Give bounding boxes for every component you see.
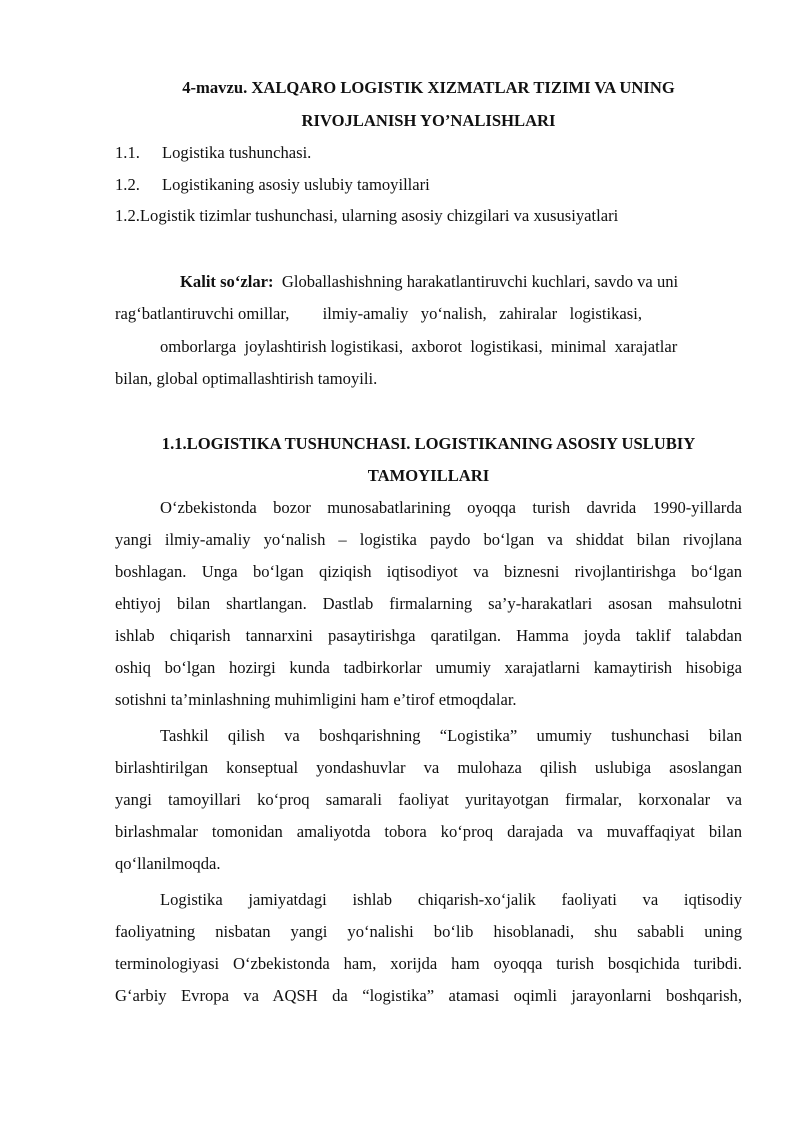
- toc-item-text: Logistika tushunchasi.: [162, 143, 312, 162]
- toc-item-text: 1.2.Logistik tizimlar tushunchasi, ularning asosiy chizgilari va xususiyatlari: [115, 206, 619, 225]
- title-line-2: RIVOJLANISH YO’NALISHLARI: [301, 111, 556, 130]
- keywords-line-1: [180, 271, 742, 293]
- paragraph-1-line: O‘zbekistonda bozor munosabatlarining oyoqqa turish davrida 1990-yillarda: [160, 498, 742, 517]
- title-line-1: 4-mavzu. XALQARO LOGISTIK XIZMATLAR TIZIMI VA UNING: [182, 78, 675, 97]
- paragraph-1-line: oshiq bo‘lgan hozirgi kunda tadbirkorlar umumiy xarajatlarni kamaytirish hisobiga: [115, 658, 742, 677]
- paragraph-3-line: Logistika jamiyatdagi ishlab chiqarish-xo‘jalik faoliyati va iqtisodiy: [160, 890, 742, 909]
- paragraph-2-line: birlashtirilgan konseptual yondashuvlar va mulohaza qilish uslubiga asoslangan: [115, 758, 742, 777]
- paragraph-2-line: yangi tamoyillari ko‘proq samarali faoliyat yuritayotgan firmalar, korxonalar va: [115, 790, 742, 809]
- toc-item-number: 1.1.: [115, 143, 140, 162]
- toc-item: [115, 142, 742, 164]
- paragraph-1-line: yangi ilmiy-amaliy yo‘nalish – logistika paydo bo‘lgan va shiddat bilan rivojlana: [115, 530, 742, 549]
- section-heading-line-2: TAMOYILLARI: [367, 466, 490, 485]
- toc-item: [115, 174, 742, 196]
- paragraph-3-line: G‘arbiy Evropa va AQSH da “logistika” atamasi oqimli jarayonlarni boshqarish,: [115, 986, 742, 1005]
- paragraph-1-line: ehtiyoj bilan shartlangan. Dastlab firmalarning sa’y-harakatlari asosan mahsulotni: [115, 594, 742, 613]
- section-heading-line-1: 1.1.LOGISTIKA TUSHUNCHASI. LOGISTIKANING ASOSIY USLUBIY: [161, 434, 696, 453]
- keywords-line-3: omborlarga joylashtirish logistikasi, axborot logistikasi, minimal xarajatlar: [160, 337, 678, 356]
- keywords-label: Kalit so‘zlar:: [180, 272, 274, 291]
- toc-item: [115, 205, 742, 227]
- keywords-text: Globallashishning harakatlantiruvchi kuchlari, savdo va uni: [281, 272, 679, 291]
- paragraph-2-line: birlashmalar tomonidan amaliyotda tobora ko‘proq darajada va muvaffaqiyat bilan: [115, 822, 742, 841]
- paragraph-2-line: qo‘llanilmoqda.: [115, 854, 221, 873]
- paragraph-3-line: faoliyatning nisbatan yangi yo‘nalishi bo‘lib hisoblanadi, shu sababli uning: [115, 922, 742, 941]
- keywords-line-4: bilan, global optimallashtirish tamoyili.: [115, 369, 378, 388]
- paragraph-1-line: sotishni ta’minlashning muhimligini ham e’tirof etmoqdalar.: [115, 690, 517, 709]
- toc-item-text: Logistikaning asosiy uslubiy tamoyillari: [162, 175, 430, 194]
- paragraph-1-line: boshlagan. Unga bo‘lgan qiziqish iqtisodiyot va biznesni rivojlantirishga bo‘lgan: [115, 562, 742, 581]
- keywords-line-2: rag‘batlantiruvchi omillar, ilmiy-amaliy yo‘nalish, zahiralar logistikasi,: [115, 304, 642, 323]
- paragraph-2-line: Tashkil qilish va boshqarishning “Logistika” umumiy tushunchasi bilan: [160, 726, 742, 745]
- toc-item-number: 1.2.: [115, 175, 140, 194]
- paragraph-3-line: terminologiyasi O‘zbekistonda ham, xorijda ham oyoqqa turish bosqichida turibdi.: [115, 954, 742, 973]
- paragraph-1-line: ishlab chiqarish tannarxini pasaytirishga qaratilgan. Hamma joyda taklif talabdan: [115, 626, 742, 645]
